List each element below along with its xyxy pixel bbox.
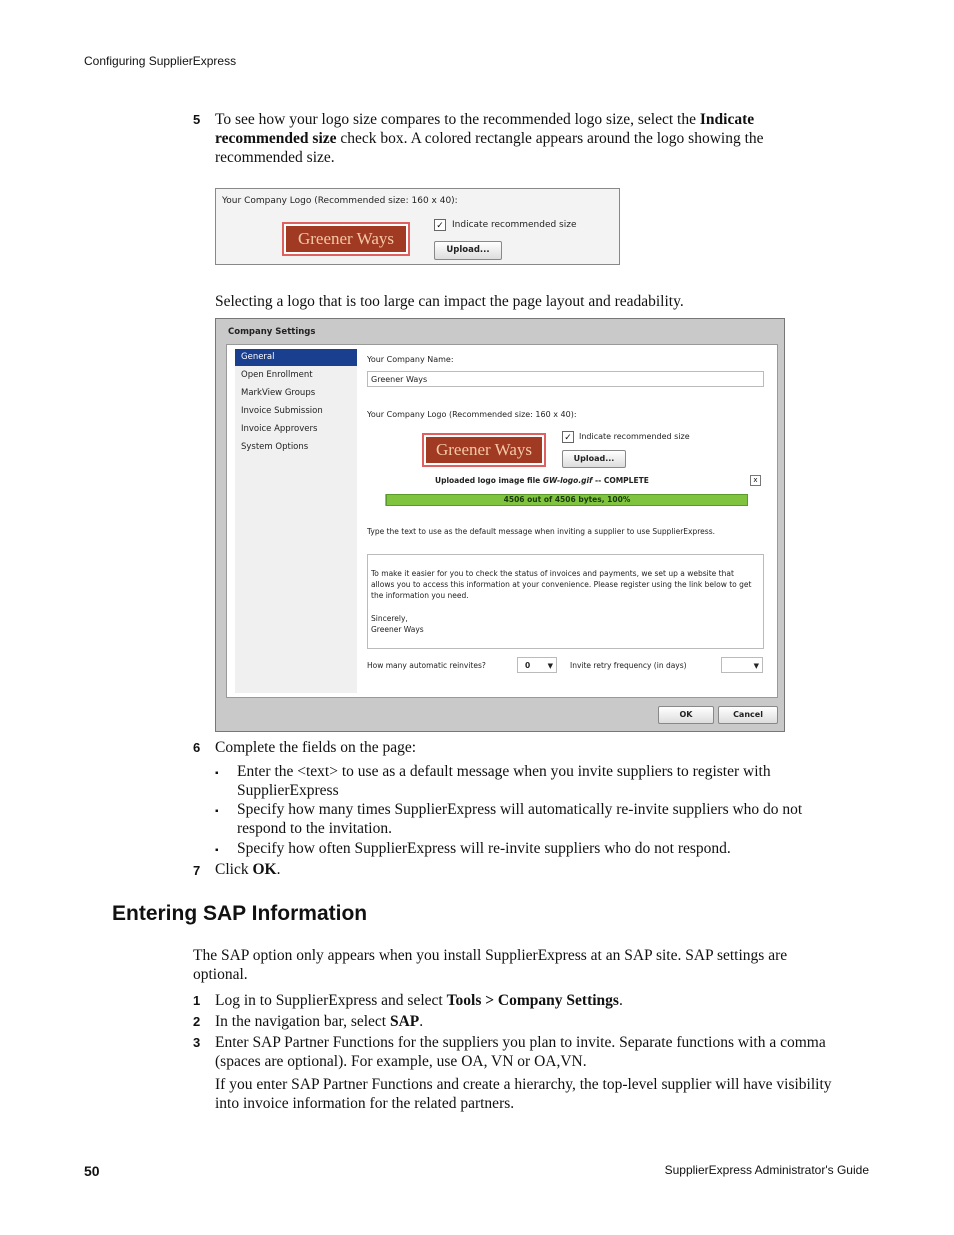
close-icon[interactable]: x [750, 475, 761, 486]
section-title: Entering SAP Information [112, 902, 368, 925]
running-header: Configuring SupplierExpress [84, 54, 237, 68]
nav-item-open-enrollment[interactable]: Open Enrollment [241, 370, 313, 380]
bullet-item: Specify how many times SupplierExpress will automatically re-invite suppliers who do not respond to the invitation. [237, 801, 803, 837]
step-number: 5 [193, 112, 201, 127]
message-label: Type the text to use as the default message when inviting a supplier to use SupplierExpress. [367, 527, 715, 536]
chevron-down-icon: ▼ [753, 662, 759, 670]
upload-button[interactable]: Upload... [434, 241, 502, 260]
chevron-down-icon: ▼ [547, 662, 553, 670]
step-number: 6 [193, 740, 201, 755]
nav-item-general[interactable]: General [235, 349, 357, 366]
company-logo: Greener Ways [424, 435, 544, 465]
cancel-button[interactable]: Cancel [718, 706, 778, 724]
bullet-item: Specify how often SupplierExpress will re-invite suppliers who do not respond. [237, 840, 731, 857]
message-sign-1: Sincerely, [371, 614, 408, 623]
indicate-size-checkbox[interactable]: ✓ [562, 431, 574, 443]
sap-step-3-text: Enter SAP Partner Functions for the suppliers you plan to invite. Separate functions with a comma (spaces are optional). For example, use OA, VN or OA,VN. [215, 1034, 826, 1070]
indicate-size-checkbox[interactable]: ✓ [434, 219, 446, 231]
settings-nav [235, 349, 357, 693]
nav-item-invoice-submission[interactable]: Invoice Submission [241, 406, 323, 416]
company-logo-label: Your Company Logo (Recommended size: 160 x 40): [367, 410, 577, 419]
dialog-title: Company Settings [228, 327, 316, 337]
progress-track [385, 494, 747, 506]
reinvites-select[interactable] [517, 657, 557, 673]
bullet-item: Enter the <text> to use as a default message when you invite suppliers to register with SupplierExpress [237, 763, 771, 799]
step-6-text: Complete the fields on the page: [215, 739, 417, 756]
sap-step-2-text: In the navigation bar, select SAP. [215, 1013, 424, 1030]
bullet-mark: ▪ [215, 806, 219, 817]
ok-button[interactable]: OK [658, 706, 714, 724]
company-name-input[interactable]: Greener Ways [367, 371, 764, 387]
footer-title: SupplierExpress Administrator's Guide [664, 1163, 869, 1177]
nav-item-invoice-approvers[interactable]: Invoice Approvers [241, 424, 318, 434]
step-7-text: Click OK. [215, 861, 281, 878]
settings-panel [226, 344, 778, 698]
reinvites-value: 0 [525, 661, 531, 670]
step-number: 2 [193, 1014, 201, 1029]
reinvites-label: How many automatic reinvites? [367, 661, 486, 670]
step-number: 7 [193, 863, 201, 878]
logo-screenshot [215, 188, 620, 265]
upload-button[interactable]: Upload... [562, 450, 626, 468]
company-settings-screenshot [215, 318, 785, 732]
frequency-select[interactable] [721, 657, 763, 673]
indicate-size-label: Indicate recommended size [579, 432, 690, 441]
default-message-textarea[interactable] [367, 554, 764, 649]
frequency-label: Invite retry frequency (in days) [570, 661, 687, 670]
company-logo: Greener Ways [284, 224, 408, 254]
page-number: 50 [84, 1163, 100, 1179]
bullet-mark: ▪ [215, 768, 219, 779]
sap-step-1-text: Log in to SupplierExpress and select Tools > Company Settings. [215, 992, 623, 1009]
step-5-text: To see how your logo size compares to the recommended logo size, select the Indicate recommended size check box. A colored rectangle appears around the logo showing the recommended size. [215, 111, 764, 166]
step-number: 3 [193, 1035, 201, 1050]
logo-label: Your Company Logo (Recommended size: 160 x 40): [222, 196, 458, 206]
step-number: 1 [193, 993, 201, 1008]
company-name-label: Your Company Name: [367, 355, 454, 364]
progress-bar: 4506 out of 4506 bytes, 100% [386, 494, 748, 506]
sap-intro: The SAP option only appears when you install SupplierExpress at an SAP site. SAP settings are optional. [193, 947, 788, 983]
message-body: To make it easier for you to check the status of invoices and payments, we set up a website that allows you to access this information at your convenience. Please register using the link below to get the information you need. [371, 569, 752, 600]
sap-step-3-note: If you enter SAP Partner Functions and create a hierarchy, the top-level supplier will have visibility into invoice information for the related partners. [215, 1076, 832, 1112]
nav-item-system-options[interactable]: System Options [241, 442, 309, 452]
upload-status: Uploaded logo image file GW-logo.gif -- COMPLETE [435, 476, 649, 485]
bullet-mark: ▪ [215, 845, 219, 856]
nav-item-markview-groups[interactable]: MarkView Groups [241, 388, 316, 398]
layout-note: Selecting a logo that is too large can impact the page layout and readability. [215, 293, 684, 310]
indicate-size-label: Indicate recommended size [452, 220, 577, 230]
message-sign-2: Greener Ways [371, 625, 424, 634]
